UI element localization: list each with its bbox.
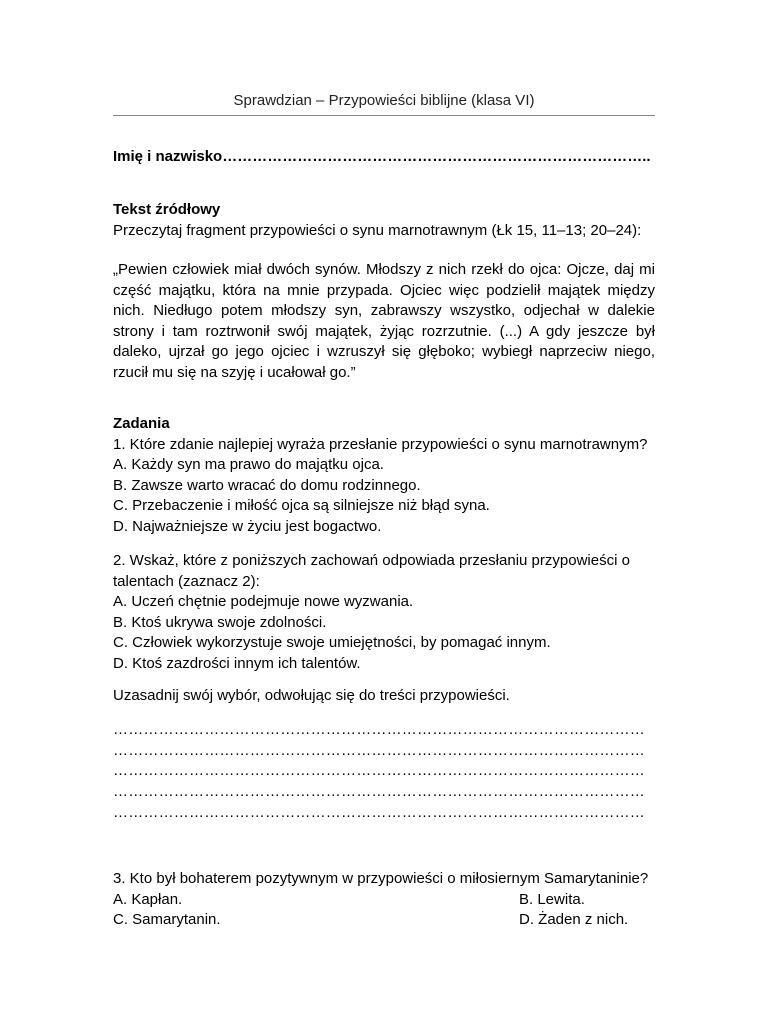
answer-line: ……………………………………………………………………………………………	[113, 741, 645, 759]
q1-option-a: A. Każdy syn ma prawo do majątku ojca.	[113, 456, 384, 473]
page-header-title: Sprawdzian – Przypowieści biblijne (klasa VI)	[233, 92, 535, 109]
q3-option-b: B. Lewita.	[519, 890, 585, 908]
q1-option-c: C. Przebaczenie i miłość ojca są silniejsze niż błąd syna.	[113, 497, 490, 514]
q3-options-row-2	[113, 910, 655, 931]
q3-section	[113, 869, 655, 931]
q1-option-d: D. Najważniejsze w życiu jest bogactwo.	[113, 517, 382, 535]
answer-line: ……………………………………………………………………………………………	[113, 762, 645, 780]
q3-options-row-1	[113, 890, 655, 911]
q2-option-d: D. Ktoś zazdrości innym ich talentów.	[113, 654, 361, 672]
source-section	[113, 200, 655, 241]
q2-option-a: A. Uczeń chętnie podejmuje nowe wyzwania.	[113, 593, 414, 610]
header-divider	[113, 115, 655, 116]
q3-option-d: D. Żaden z nich.	[519, 911, 629, 928]
q3-option-c: C. Samarytanin.	[113, 911, 221, 928]
q1-question: 1. Które zdanie najlepiej wyraża przesłanie przypowieści o synu marnotrawnym?	[113, 435, 648, 453]
source-heading: Tekst źródłowy	[113, 201, 221, 218]
tasks-heading: Zadania	[113, 415, 170, 432]
q3-option-a: A. Kapłan.	[113, 890, 183, 908]
answer-line: ……………………………………………………………………………………………	[113, 721, 645, 738]
q1-option-b: B. Zawsze warto wracać do domu rodzinnego.	[113, 476, 421, 494]
name-field-line: Imię i nazwisko…………………………………………………………………………..	[113, 148, 651, 165]
q2-question-line1: 2. Wskaż, które z poniższych zachowań odpowiada przesłaniu przypowieści o	[113, 552, 630, 569]
q3-question: 3. Kto był bohaterem pozytywnym w przypowieści o miłosiernym Samarytaninie?	[113, 870, 649, 887]
answer-lines	[113, 720, 655, 824]
q2-section	[113, 551, 655, 674]
answer-line: ……………………………………………………………………………………………	[113, 783, 645, 801]
source-quote: „Pewien człowiek miał dwóch synów. Młodszy z nich rzekł do ojca: Ojcze, daj mi część majątku, która na mnie przypada. Ojciec więc podzielił majątek między nich. Niedługo potem młodszy syn, zabrawszy wszystko, odjechał w dalekie strony i tam roztrwonił swój majątek, żyjąc rozrzutnie. (...) A gdy jeszcze był daleko, ujrzał go jego ojciec i wzruszył się głęboko; wybiegł naprzeciw niego, rzucił mu się na szyję i ucałował go.”	[113, 261, 655, 381]
q2-question-line2: talentach (zaznacz 2):	[113, 572, 260, 590]
justify-prompt-text: Uzasadnij swój wybór, odwołując się do treści przypowieści.	[113, 687, 510, 704]
q2-option-b: B. Ktoś ukrywa swoje zdolności.	[113, 613, 327, 631]
answer-line: ……………………………………………………………………………………………	[113, 803, 645, 821]
q2-option-c: C. Człowiek wykorzystuje swoje umiejętności, by pomagać innym.	[113, 634, 551, 651]
source-instruction: Przeczytaj fragment przypowieści o synu marnotrawnym (Łk 15, 11–13; 20–24):	[113, 221, 642, 239]
q2-justify-prompt	[113, 686, 655, 707]
tasks-section	[113, 414, 655, 537]
